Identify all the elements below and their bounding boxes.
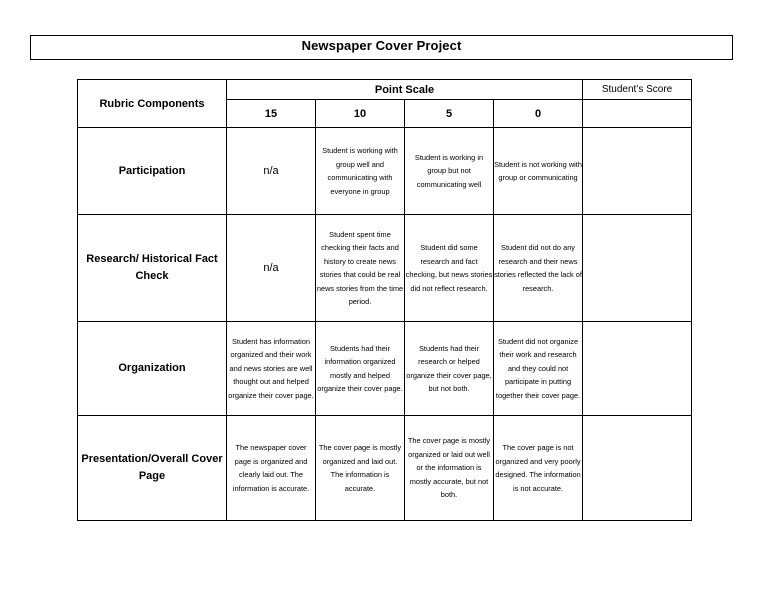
score-cell bbox=[583, 322, 692, 416]
table-row bbox=[78, 416, 692, 521]
criterion-label: Participation bbox=[78, 128, 227, 215]
score-cell bbox=[583, 215, 692, 322]
rubric-cell: The newspaper cover page is organized and clearly laid out. The information is accurate. bbox=[227, 416, 316, 521]
scale-5-header: 5 bbox=[405, 100, 494, 128]
rubric-cell: Student is not working with group or communicating bbox=[494, 128, 583, 215]
rubric-cell: Students had their research or helped organize their cover page, but not both. bbox=[405, 322, 494, 416]
scale-10-header: 10 bbox=[316, 100, 405, 128]
header-row-top bbox=[78, 80, 692, 100]
criterion-label: Organization bbox=[78, 322, 227, 416]
rubric-cell: Student has information organized and their work and news stories are well thought out and helped organize their cover page. bbox=[227, 322, 316, 416]
rubric-components-header: Rubric Components bbox=[78, 80, 227, 128]
criterion-label: Presentation/Overall Cover Page bbox=[78, 416, 227, 521]
title-box bbox=[30, 35, 733, 60]
rubric-cell: Students had their information organized mostly and helped organize their cover page. bbox=[316, 322, 405, 416]
rubric-cell: Student is working in group but not communicating well bbox=[405, 128, 494, 215]
score-header-blank bbox=[583, 100, 692, 128]
scale-15-header: 15 bbox=[227, 100, 316, 128]
rubric-table bbox=[77, 79, 692, 521]
rubric-cell: n/a bbox=[227, 128, 316, 215]
rubric-cell: Student did some research and fact checking, but news stories did not reflect research. bbox=[405, 215, 494, 322]
rubric-cell: Student spent time checking their facts and history to create news stories that could be real news stories from the time period. bbox=[316, 215, 405, 322]
score-cell bbox=[583, 416, 692, 521]
score-cell bbox=[583, 128, 692, 215]
table-row bbox=[78, 128, 692, 215]
scale-0-header: 0 bbox=[494, 100, 583, 128]
criterion-label: Research/ Historical Fact Check bbox=[78, 215, 227, 322]
rubric-cell: The cover page is mostly organized or laid out well or the information is mostly accurate, but not both. bbox=[405, 416, 494, 521]
rubric-cell: Student did not do any research and their news stories reflected the lack of research. bbox=[494, 215, 583, 322]
table-row bbox=[78, 215, 692, 322]
rubric-cell: Student is working with group well and communicating with everyone in group bbox=[316, 128, 405, 215]
page-title: Newspaper Cover Project bbox=[301, 38, 462, 53]
students-score-header: Student’s Score bbox=[583, 80, 692, 100]
table-row bbox=[78, 322, 692, 416]
rubric-cell: n/a bbox=[227, 215, 316, 322]
rubric-cell: Student did not organize their work and research and they could not participate in putting together their cover page. bbox=[494, 322, 583, 416]
rubric-cell: The cover page is mostly organized and laid out. The information is accurate. bbox=[316, 416, 405, 521]
point-scale-header: Point Scale bbox=[227, 80, 583, 100]
rubric-cell: The cover page is not organized and very poorly designed. The information is not accurate. bbox=[494, 416, 583, 521]
